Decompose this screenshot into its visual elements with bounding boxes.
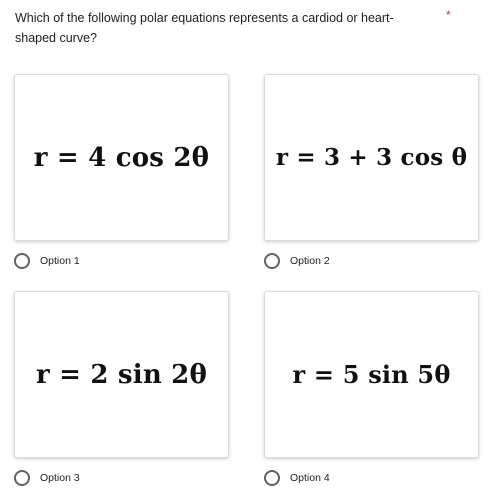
option-label-3: Option 3 bbox=[40, 472, 80, 484]
option-4[interactable] bbox=[264, 468, 330, 488]
option-image-1[interactable] bbox=[14, 74, 229, 241]
option-1[interactable] bbox=[14, 251, 80, 271]
radio-button-option-3[interactable] bbox=[14, 470, 30, 486]
equation-text-4: r = 5 sin 5θ bbox=[292, 360, 451, 389]
radio-button-option-4[interactable] bbox=[264, 470, 280, 486]
equation-text-2: r = 3 + 3 cos θ bbox=[275, 144, 468, 171]
option-label-4: Option 4 bbox=[290, 472, 330, 484]
option-image-4[interactable] bbox=[264, 291, 479, 458]
option-2[interactable] bbox=[264, 251, 330, 271]
question-text: Which of the following polar equations represents a cardiod or heart-shaped curve? bbox=[15, 11, 394, 45]
option-label-2: Option 2 bbox=[290, 255, 330, 267]
option-image-2[interactable] bbox=[264, 74, 479, 241]
option-image-3[interactable] bbox=[14, 291, 229, 458]
option-label-1: Option 1 bbox=[40, 255, 80, 267]
radio-button-option-2[interactable] bbox=[264, 253, 280, 269]
required-asterisk: * bbox=[446, 8, 451, 22]
equation-text-3: r = 2 sin 2θ bbox=[35, 359, 208, 390]
equation-text-1: r = 4 cos 2θ bbox=[33, 142, 210, 173]
radio-button-option-1[interactable] bbox=[14, 253, 30, 269]
option-3[interactable] bbox=[14, 468, 80, 488]
